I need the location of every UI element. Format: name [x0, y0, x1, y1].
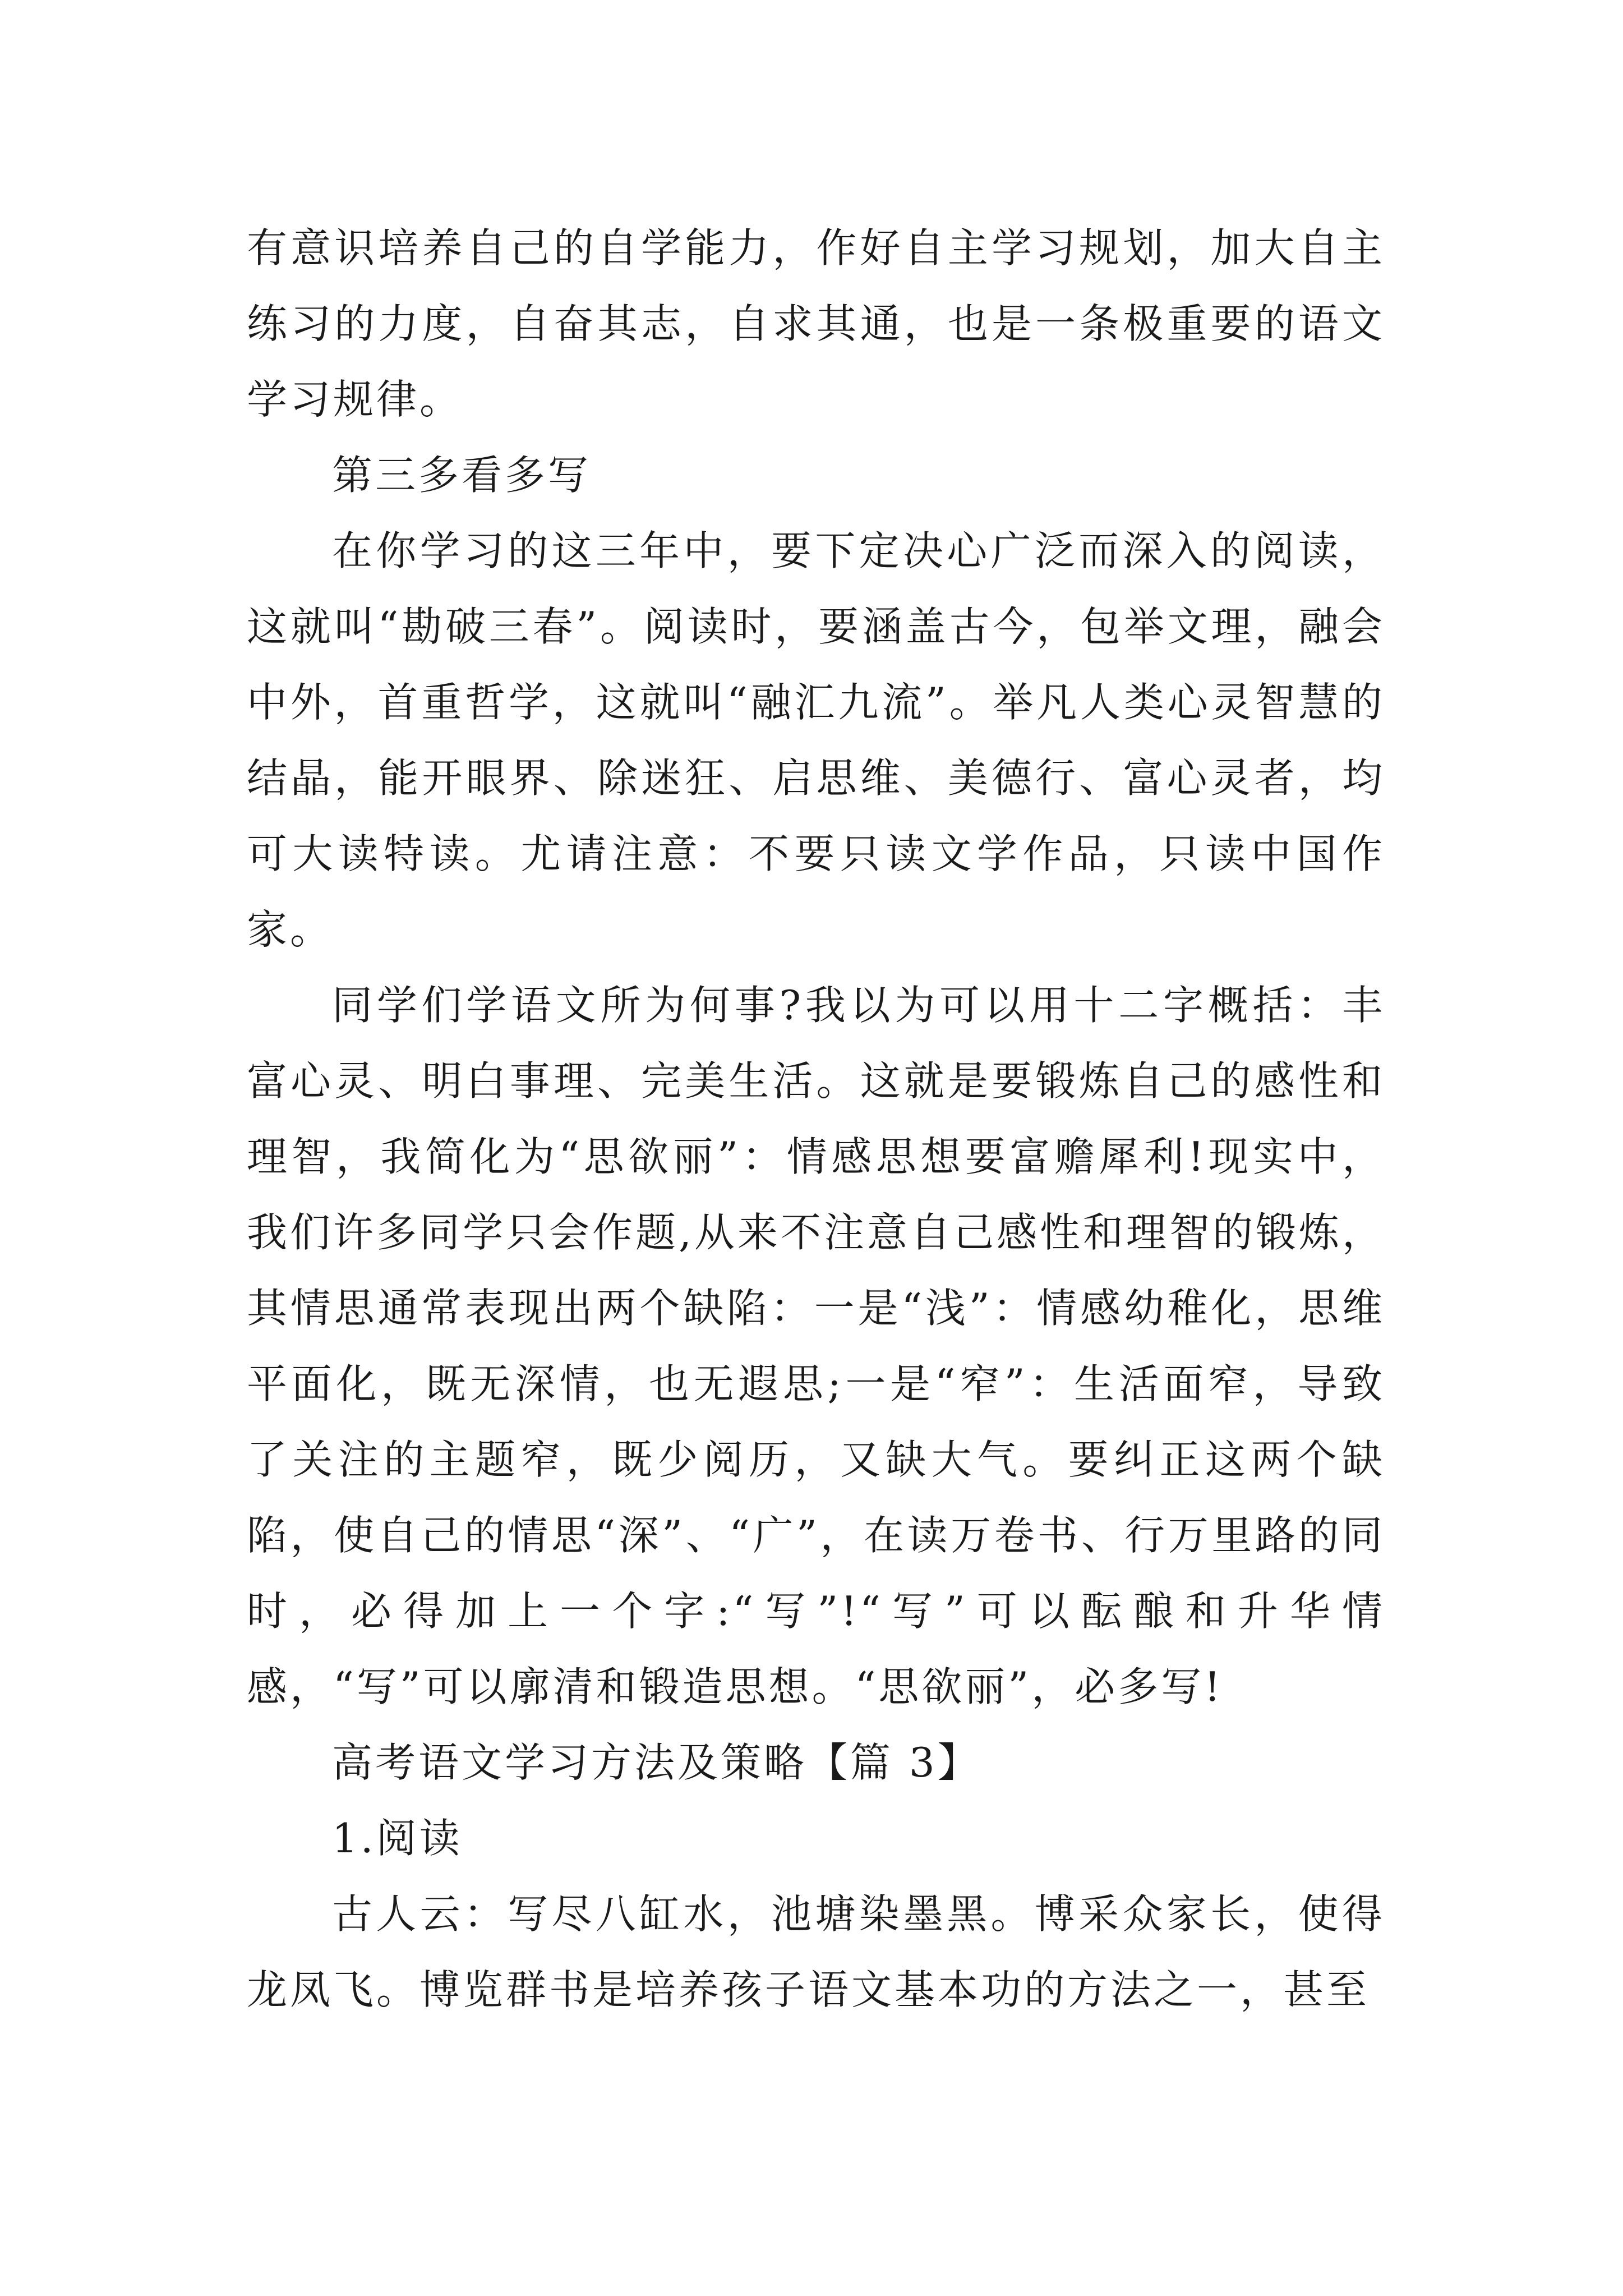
- paragraph-reading: 在你学习的这三年中，要下定决心广泛而深入的阅读，这就叫“勘破三春”。阅读时，要涵盖古今，包举文理，融会中外，首重哲学，这就叫“融汇九流”。举凡人类心灵智慧的结晶，能开眼界、除迷狂、启思维、美德行、富心灵者，均可大读特读。尤请注意：不要只读文学作品，只读中国作家。: [247, 527, 1385, 953]
- document-body: [247, 210, 1385, 2028]
- subheading-reading: 1.阅读: [332, 1815, 463, 1862]
- section-heading-third: 第三多看多写: [332, 452, 592, 499]
- paragraph-ancients: 古人云：写尽八缸水，池塘染墨黑。博采众家长，使得龙凤飞。博览群书是培养孩子语文基本功的方法之一，甚至: [247, 1890, 1385, 2013]
- paragraph-writing: 同学们学语文所为何事?我以为可以用十二字概括：丰富心灵、明白事理、完美生活。这就是要锻炼自己的感性和理智，我简化为“思欲丽”：情感思想要富赡犀利!现实中，我们许多同学只会作题,从来不注意自己感性和理智的锻炼，其情思通常表现出两个缺陷：一是“浅”：情感幼稚化，思维平面化，既无深情，也无遐思;一是“窄”：生活面窄，导致了关注的主题窄，既少阅历，又缺大气。要纠正这两个缺陷，使自己的情思“深”、“广”，在读万卷书、行万里路的同时，必得加上一个字:“写”!“写”可以酝酿和升华情感，“写”可以廓清和锻造思想。“思欲丽”，必多写!: [247, 982, 1385, 1710]
- paragraph-continuation: 有意识培养自己的自学能力，作好自主学习规划，加大自主练习的力度，自奋其志，自求其通，也是一条极重要的语文学习规律。: [247, 224, 1385, 423]
- article-heading-part3: 高考语文学习方法及策略【篇 3】: [332, 1739, 981, 1786]
